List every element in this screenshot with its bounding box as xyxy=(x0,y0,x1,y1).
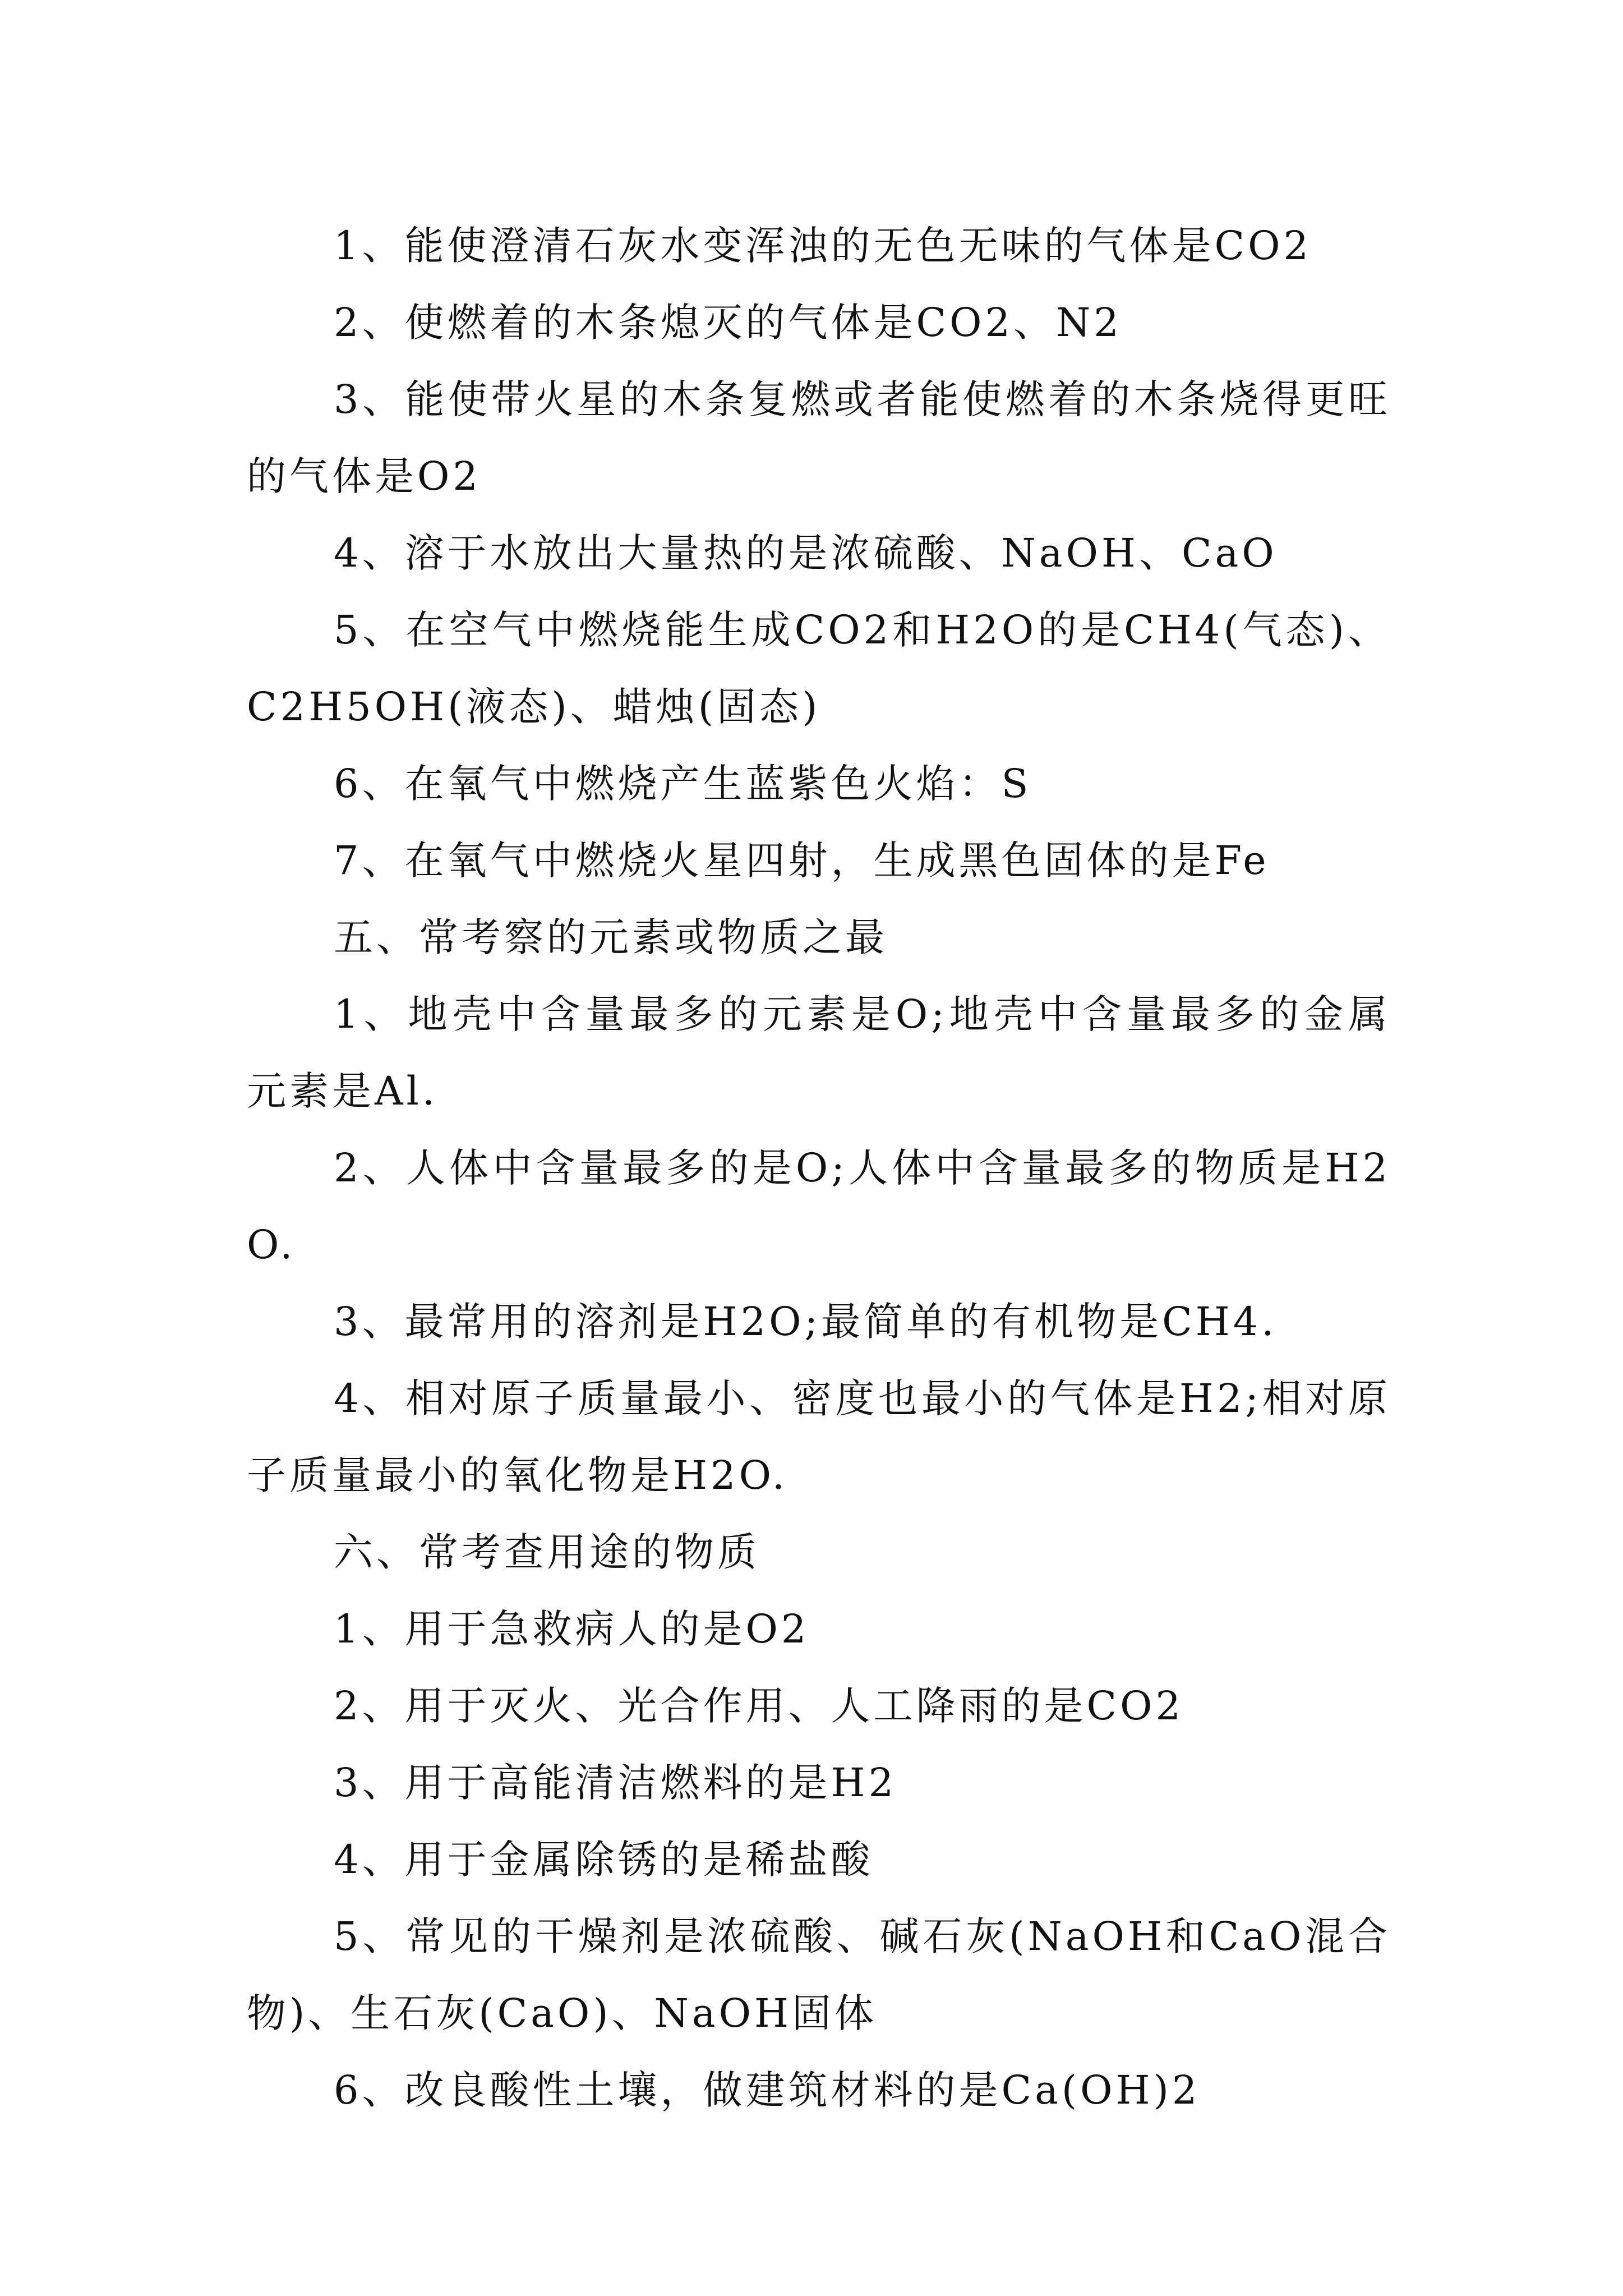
section-heading-five: 五、常考察的元素或物质之最 xyxy=(334,914,888,960)
paragraph-lightest-gas: 4、相对原子质量最小、密度也最小的气体是H2;相对原子质量最小的氧化物是H2O. xyxy=(247,1375,1391,1498)
paragraph-desiccants: 5、常见的干燥剂是浓硫酸、碱石灰(NaOH和CaO混合物)、生石灰(CaO)、NaOH固体 xyxy=(247,1913,1391,2036)
document-body xyxy=(247,208,1391,2129)
paragraph-rust-removal: 4、用于金属除锈的是稀盐酸 xyxy=(334,1837,874,1883)
section-heading-six: 六、常考查用途的物质 xyxy=(334,1529,760,1575)
paragraph-blue-violet-flame: 6、在氧气中燃烧产生蓝紫色火焰：S xyxy=(334,761,1032,807)
paragraph-extinguish-gas: 2、使燃着的木条熄灭的气体是CO2、N2 xyxy=(334,300,1122,346)
paragraph-combustion-products: 5、在空气中燃烧能生成CO2和H2O的是CH4(气态)、C2H5OH(液态)、蜡烛(固态) xyxy=(247,607,1391,730)
paragraph-heat-dissolve: 4、溶于水放出大量热的是浓硫酸、NaOH、CaO xyxy=(334,530,1278,576)
paragraph-body-elements: 2、人体中含量最多的是O;人体中含量最多的物质是H2O. xyxy=(247,1145,1391,1268)
paragraph-first-aid: 1、用于急救病人的是O2 xyxy=(334,1606,810,1652)
paragraph-fire-photosynthesis: 2、用于灭火、光合作用、人工降雨的是CO2 xyxy=(334,1683,1184,1729)
paragraph-crust-elements: 1、地壳中含量最多的元素是O;地壳中含量最多的金属元素是Al. xyxy=(247,991,1391,1114)
paragraph-soil-improvement: 6、改良酸性土壤，做建筑材料的是Ca(OH)2 xyxy=(334,2067,1201,2113)
paragraph-clean-fuel: 3、用于高能清洁燃料的是H2 xyxy=(334,1760,897,1806)
paragraph-sparks-iron: 7、在氧气中燃烧火星四射，生成黑色固体的是Fe xyxy=(334,838,1270,884)
paragraph-solvent-organic: 3、最常用的溶剂是H2O;最简单的有机物是CH4. xyxy=(334,1299,1278,1345)
paragraph-co2-limewater: 1、能使澄清石灰水变浑浊的无色无味的气体是CO2 xyxy=(334,223,1312,269)
paragraph-oxygen-rekindle: 3、能使带火星的木条复燃或者能使燃着的木条烧得更旺的气体是O2 xyxy=(247,376,1391,499)
